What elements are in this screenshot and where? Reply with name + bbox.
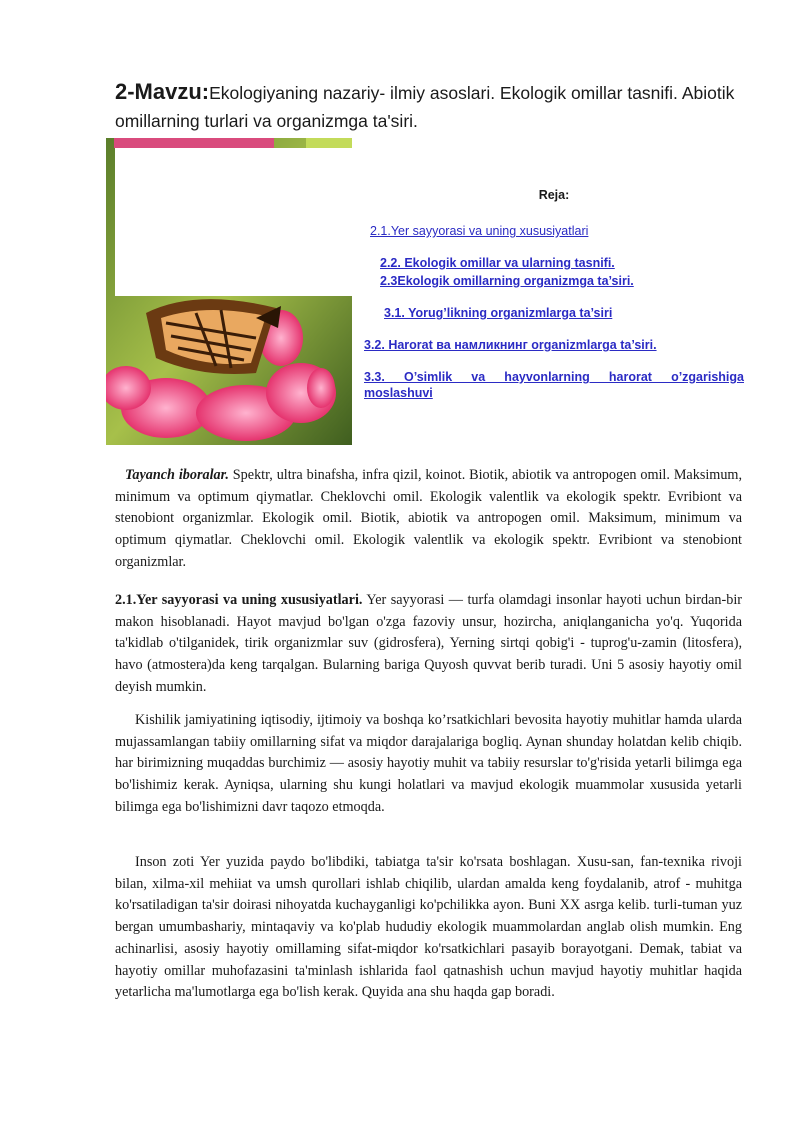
plan-block (364, 188, 744, 400)
plan-link-3-2[interactable]: 3.2. Harorat ва намликнинг organizmlarga ta’siri. (364, 338, 657, 352)
plan-heading: Reja: (538, 188, 570, 202)
keywords-text: Spektr, ultra binafsha, infra qizil, koinot. Biotik, abiotik va antropogen omil. Maksimum, minimum va optimum qiymatlar. Cheklovchi omil. Ekologik valentlik va ekologik spektr. Evribiont va stenobiont organizmlar. Ekologik omil. Biotik, abiotik va antropogen omil. Maksimum, minimum va optimum qiymatlar. Cheklovchi omil. Ekologik valentlik va ekologik spektr. Evribiont va stenobiont organizmlar. (115, 467, 742, 570)
plan-link-3-3-cont[interactable]: moslashuvi (364, 386, 433, 400)
section-2-1-paragraph (115, 590, 742, 699)
plan-link-3-3[interactable]: 3.3. O’simlik va hayvonlarning harorat o’zgarishiga (364, 370, 744, 384)
body-paragraph: Kishilik jamiyatining iqtisodiy, ijtimoiy va boshqa ko’rsatkichlari bevosita hayotiy muhitlar hamda ularda mujassamlangan tabiiy omillarning sifat va miqdor darajalariga bogliq. Aynan shunday holatdan kelib chiqib. har birimizning muqaddas burchimiz — asosiy hayotiy muhit va tabiiy resurslar to'g'risida yetarli bilimga ega bo'lishimiz kerak. Ayniqsa, ularning shu kungi holatlari va mavjud ekologik muammolar xususida yetarli bilimga ega bo'lishimizni davr taqozo etmoqda. (115, 712, 742, 815)
section-heading: 2.1.Yer sayyorasi va uning xususiyatlari. (115, 592, 363, 608)
keywords-label: Tayanch iboralar. (125, 467, 229, 483)
plan-link-2-3[interactable]: 2.3Ekologik omillarning organizmga ta’siri. (380, 274, 634, 288)
keywords-paragraph (115, 465, 742, 574)
plan-link-2-2[interactable]: 2.2. Ekologik omillar va ularning tasnifi. (380, 256, 615, 270)
plan-link-3-1[interactable]: 3.1. Yorug’likning organizmlarga ta’siri (384, 306, 613, 320)
topic-text: Ekologiyaning nazariy- ilmiy asoslari. Ekologik omillar tasnifi. Abiotik omillarning turlari va organizmga ta'siri. (115, 83, 735, 131)
photo-blank-area (115, 148, 352, 296)
topic-number: 2-Mavzu: (115, 79, 210, 104)
plan-link-2-1[interactable]: 2.1.Yer sayyorasi va uning xususiyatlari (370, 224, 589, 238)
body-paragraph: Inson zoti Yer yuzida paydo bo'libdiki, tabiatga ta'sir ko'rsata boshlagan. Xusu-san, fan-texnika rivoji bilan, xilma-xil mehiiat va umsh qurollari ishlab chiqilib, ulardan amalda keng foydalanib, atrof - muhitga ko'rsatiladigan ta'sir doirasi nihoyatda kuchayganligi ko'pchilikka ayon. Buni XX asrga kelib. turli-tuman yuz bergan umumbashariy, mintaqaviy va ko'plab hududiy ekologik muammolardan anglab olish mumkin. Eng achinarlisi, asosiy hayotiy omillaming sifat-miqdor ko'rsatkichlari pasayib borayotgani. Demak, tabiat va hayotiy omillar muhofazasini ta'minlash ishlarida faol qatnashish uchun mavjud hayotiy muhitlar haqida yetarlicha ma'lumotlarga ega bo'lish kerak. Quyida ana shu haqda gap boradi. (115, 854, 742, 1001)
topic-title (115, 78, 755, 135)
section-text: Yer sayyorasi — turfa olamdagi insonlar hayoti uchun birdan-bir makon hisoblanadi. Hayot mavjud bo'lgan o'zga fazoviy unsur, hozircha, aniqlanganicha yo'q. Yuqorida ta'kidlab o'tilganidek, tirik organizmlar suv (gidrosfera), Yerning sirtqi qobig'i - tuprog'u-zamin (litosfera), havo (atmostera)da keng tarqalgan. Bularning bariga Quyosh quvvat berib turadi. Uni 5 asosiy hayotiy omil deyish mumkin. (115, 592, 742, 695)
